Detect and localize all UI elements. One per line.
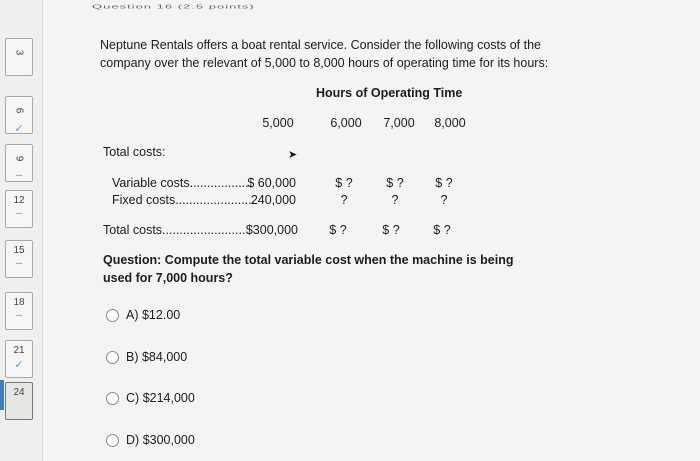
table-cell: $ ? (386, 176, 404, 190)
question-sidebar (0, 0, 43, 461)
column-header: 7,000 (383, 116, 415, 130)
question-nav-21[interactable]: 21 ✓ (5, 340, 33, 378)
table-cell: ? (391, 193, 399, 207)
total-costs-heading: Total costs: (103, 145, 166, 159)
option-c[interactable]: C) $214,000 (106, 391, 195, 405)
question-text: Question: Compute the total variable cost when the machine is being used for 7,000 hours? (103, 253, 514, 285)
table-cell: $ ? (435, 176, 453, 190)
table-cell: $ ? (382, 223, 400, 237)
question-nav-9[interactable]: 9 -- (5, 144, 33, 182)
question-header: Question 16 (2.5 points) (92, 3, 255, 10)
table-cell: ? (440, 193, 448, 207)
option-a[interactable]: A) $12.00 (106, 308, 180, 322)
total-costs-label: Total costs........................ (103, 223, 246, 237)
column-header: 5,000 (262, 116, 294, 130)
radio-button[interactable] (106, 434, 119, 447)
table-group-header: Hours of Operating Time (316, 86, 463, 100)
table-cell: 240,000 (250, 193, 296, 207)
question-nav-12[interactable]: 12 -- (5, 190, 33, 228)
radio-button[interactable] (106, 309, 119, 322)
column-header: 8,000 (434, 116, 466, 130)
table-cell: ? (340, 193, 348, 207)
radio-button[interactable] (106, 351, 119, 364)
column-header: 6,000 (330, 116, 362, 130)
variable-costs-label: Variable costs.................. (112, 176, 253, 190)
table-cell: $300,000 (245, 223, 298, 237)
table-cell: $ ? (335, 176, 353, 190)
fixed-costs-label: Fixed costs....................... (112, 193, 256, 207)
table-cell: $ 60,000 (247, 176, 296, 190)
table-cell: $ ? (433, 223, 451, 237)
problem-intro: Neptune Rentals offers a boat rental service. Consider the following costs of the company over the relevant of 5,000 to 8,000 hours of operating time for its hours: (100, 38, 549, 70)
question-nav-15[interactable]: 15 -- (5, 240, 33, 278)
question-nav-3[interactable]: 3 (5, 38, 33, 76)
active-question-indicator (0, 380, 4, 410)
radio-button[interactable] (106, 392, 119, 405)
question-nav-24[interactable]: 24 (5, 382, 33, 420)
option-b[interactable]: B) $84,000 (106, 350, 187, 364)
answered-check-icon: ✓ (14, 123, 24, 135)
option-d[interactable]: D) $300,000 (106, 433, 195, 447)
mouse-pointer-icon: ➤ (288, 149, 298, 161)
question-nav-6[interactable]: 6 ✓ (5, 96, 33, 134)
table-cell: $ ? (329, 223, 347, 237)
question-nav-18[interactable]: 18 -- (5, 292, 33, 330)
answered-check-icon: ✓ (14, 359, 24, 371)
